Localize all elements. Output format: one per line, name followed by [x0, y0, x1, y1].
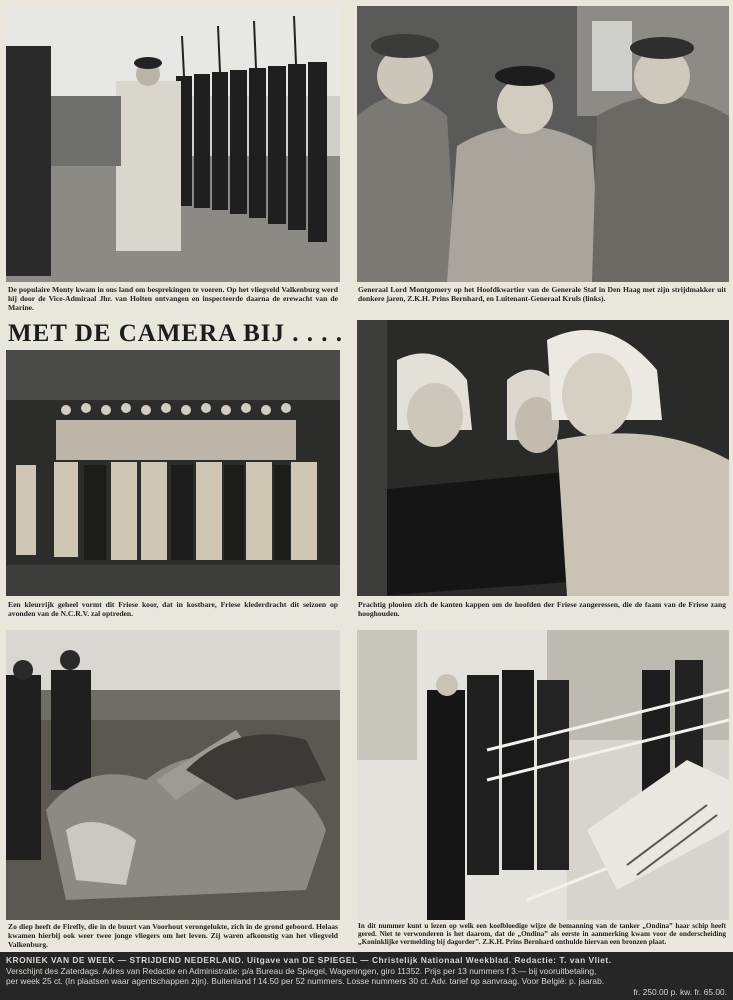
photo-firefly-wreckage — [6, 630, 340, 920]
choir-scene-graphic — [6, 350, 340, 596]
caption-ondina: In dit nummer kunt u lezen op welk een koelbloedige wijze de bemanning van de tanker „Ondina” haar schip heeft gered. Niet te verwonderen is het daarom, dat de „Ondina” als eerste in aanmerking kwam voor de onderscheiding „Koninklijke vermelding bij dagorder”. Z.K.H. Prins Bernhard onthulde hiervan een bronzen plaat. — [358, 922, 726, 947]
singers-scene-graphic — [357, 320, 729, 596]
ondina-scene-graphic — [357, 630, 729, 920]
publication-footer — [0, 952, 733, 1000]
footer-line-1: KRONIEK VAN DE WEEK — STRIJDEND NEDERLAND. Uitgave van DE SPIEGEL — Christelijk Nationaal Weekblad. Redactie: T. van Vliet. — [6, 955, 612, 965]
photo-frisian-choir — [6, 350, 340, 596]
photo-frisian-singers-closeup — [357, 320, 729, 596]
footer-line-2: Verschijnt des Zaterdags. Adres van Redactie en Administratie: p/a Bureau de Spiegel, Wageningen, giro 11352. Prijs per 13 nummers f 3.— bij vooruitbetaling, — [6, 965, 597, 976]
montgomery-scene-graphic — [357, 6, 729, 282]
wreck-scene-graphic — [6, 630, 340, 920]
footer-line-4: fr. 250.00 p. kw. fr. 65.00. — [633, 986, 727, 997]
caption-choir: Een kleurrijk geheel vormt dit Friese koor, dat in kostbare, Friese klederdracht dit seizoen op avonden van de N.C.R.V. zal optreden. — [8, 600, 338, 618]
monty-scene-graphic — [6, 6, 340, 282]
caption-monty-inspection: De populaire Monty kwam in ons land om besprekingen te voeren. Op het vliegveld Valkenburg werd hij door de Vice-Admiraal Jhr. van Holten ontvangen en inspecteerde daarna de erewacht van de Marine. — [8, 285, 338, 312]
caption-singers: Prachtig plooien zich de kanten kappen om de hoofden der Friese zangeressen, die de faam van de Friese zang hooghouden. — [358, 600, 726, 618]
photo-montgomery-with-staff — [357, 6, 729, 282]
photo-tanker-ondina — [357, 630, 729, 920]
page-headline: MET DE CAMERA BIJ . . . . — [8, 320, 343, 347]
caption-montgomery-staff: Generaal Lord Montgomery op het Hoofdkwartier van de Generale Staf in Den Haag met zijn strijdmakker uit donkere jaren, Z.K.H. Prins Bernhard, en Luitenant-Generaal Kruls (links). — [358, 285, 726, 303]
footer-line-3: per week 25 ct. (In plaatsen waar agentschappen zijn). Buitenland f 14.50 per 52 nummers. Losse nummers 30 ct. Adv. tarief op aanvraag. Voor België: p. jaarab. — [6, 976, 605, 986]
caption-firefly: Zo diep heeft de Firefly, die in de buurt van Voorhout verongelukte, zich in de grond geboord. Helaas kwamen hierbij ook weer twee jonge vliegers om het leven. Zij waren afkomstig van het vliegveld Valkenburg. — [8, 922, 338, 949]
photo-monty-inspecting-marines — [6, 6, 340, 282]
